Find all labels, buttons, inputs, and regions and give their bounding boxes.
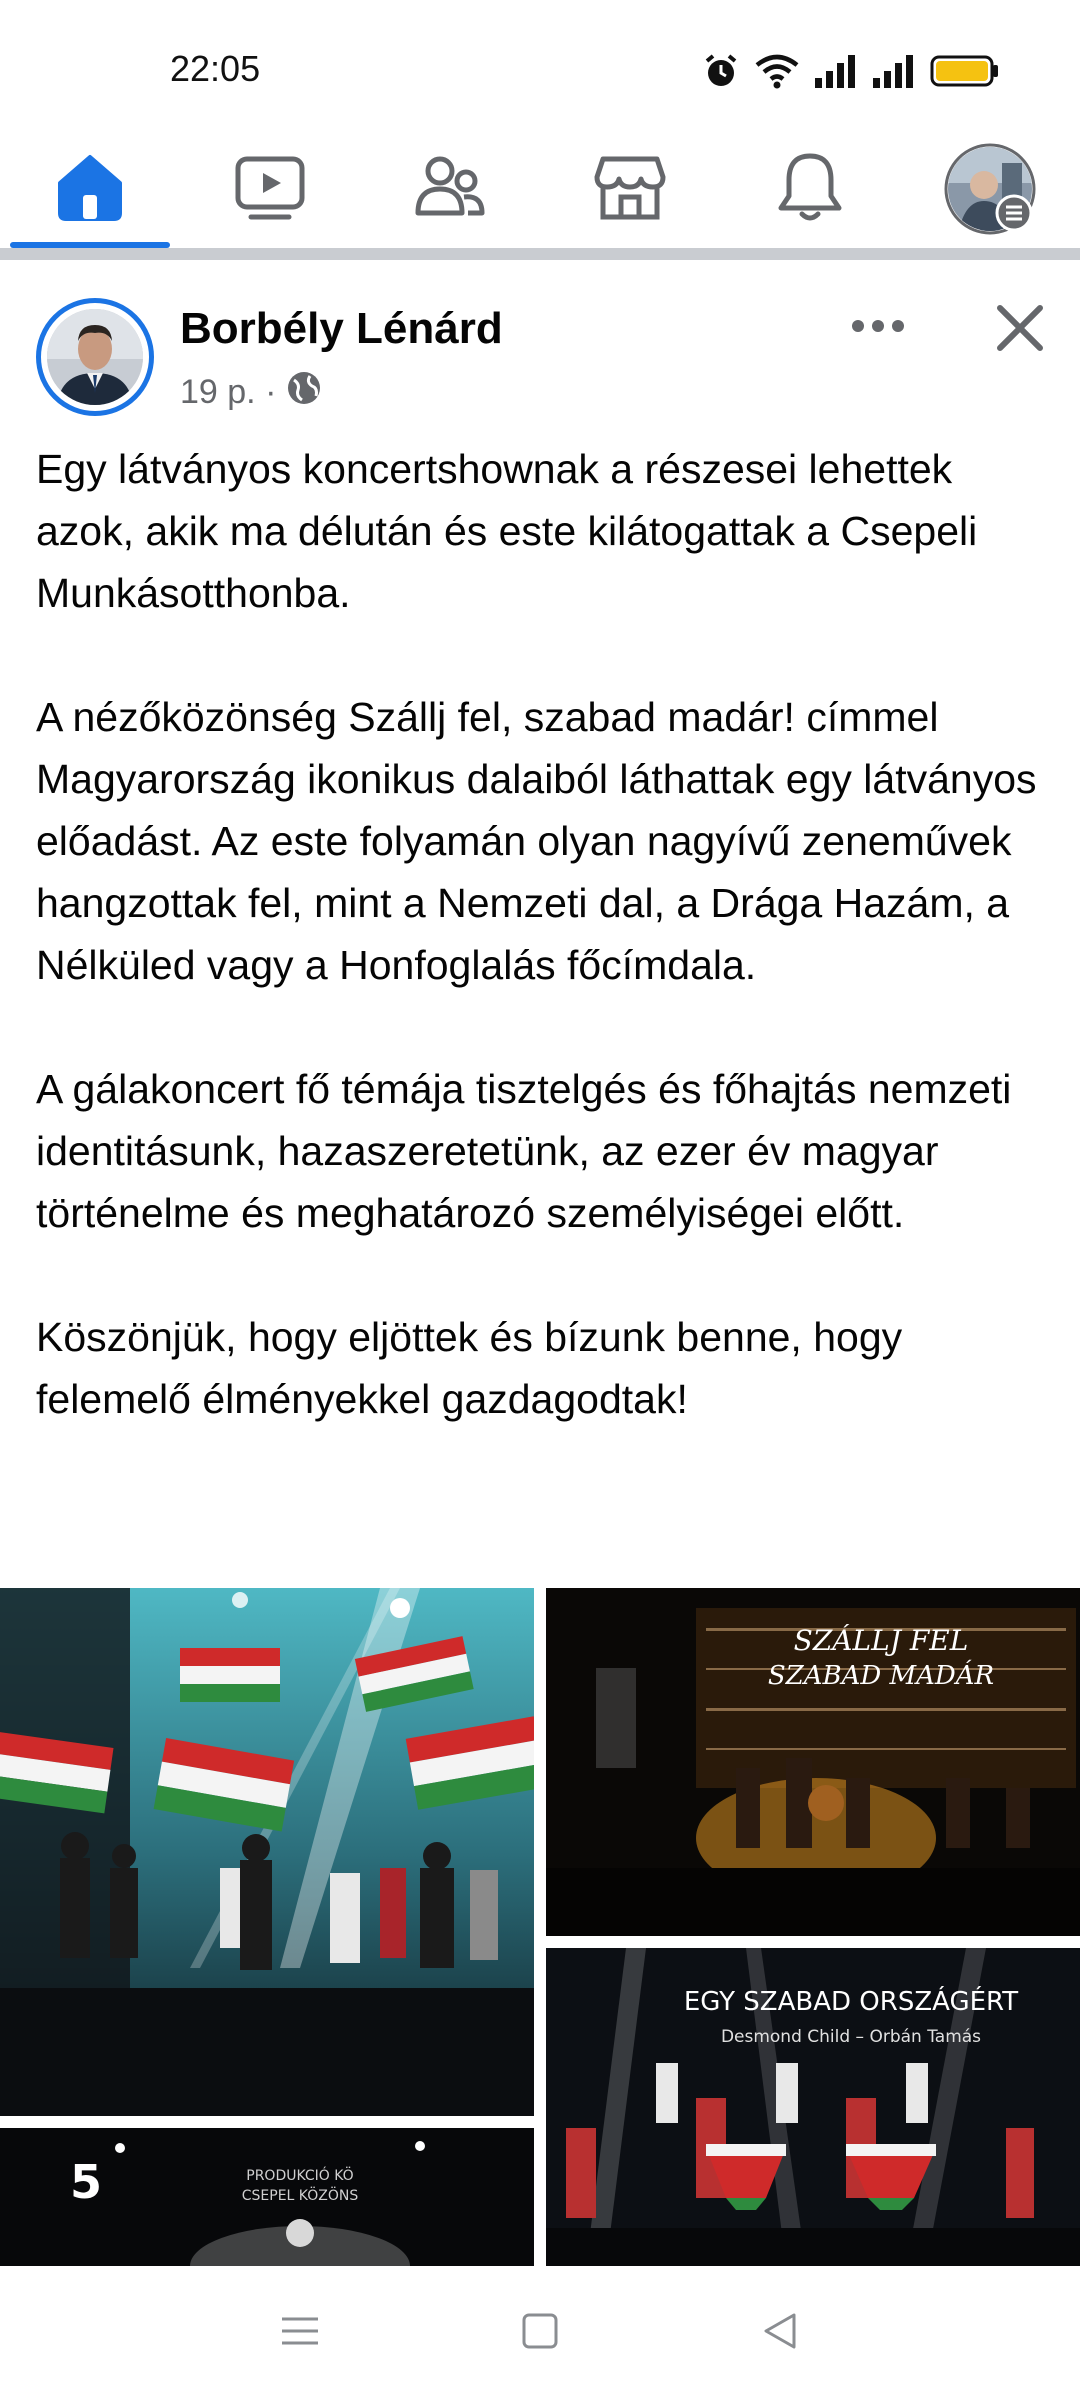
post-paragraph: A nézőközönség Szállj fel, szabad madár! címmel Magyarország ikonikus dalaiból láthattak egy látványos előadást. Az este folyamán olyan nagyívű zeneművek hangzottak fel, mint a Nemzeti dal, a Drága Hazám, a Nélküled vagy a Honfoglalás főcímdala. [36,694,1037,988]
tab-friends[interactable] [360,130,540,248]
photo2-caption-line2: SZABAD MADÁR [767,1661,995,1691]
home-icon [54,151,126,228]
battery-icon [930,54,1000,93]
friends-icon [412,151,488,228]
video-icon [233,151,307,228]
post-photo-4[interactable] [0,2128,534,2266]
author-name[interactable]: Borbély Lénárd [180,304,503,353]
signal-icon [872,54,916,93]
menu-lines-icon[interactable] [280,2311,320,2356]
nav-divider [0,248,1080,260]
signal-icon [814,54,858,93]
close-icon [994,302,1046,359]
post-photo-2[interactable] [546,1588,1080,1936]
post-paragraph: Köszönjük, hogy eljöttek és bízunk benne, hogy felemelő élményekkel gazdagodtak! [36,1314,903,1422]
globe-icon [286,370,322,415]
more-dots-icon [850,318,906,339]
tab-marketplace[interactable] [540,130,720,248]
profile-menu-icon [944,143,1036,235]
tab-menu[interactable] [900,130,1080,248]
photo3-subtitle: Desmond Child – Orbán Tamás [720,2027,982,2047]
post-photo-1[interactable] [0,1588,534,2116]
post-time[interactable]: 19 p. · [180,373,277,411]
bell-icon [775,150,845,229]
post-paragraph: A gálakoncert fő témája tisztelgés és főhajtás nemzeti identitásunk, hazaszeretetünk, az ezer év magyar történelme és meghatározó személyiségei előtt. [36,1066,1012,1236]
alarm-icon [702,52,740,95]
avatar [47,309,143,405]
more-options-button[interactable] [840,298,916,358]
post-text [36,438,1056,1430]
photo2-caption-line1: SZÁLLJ FEL [793,1624,969,1657]
status-bar [0,0,1080,130]
photo3-title: EGY SZABAD ORSZÁGÉRT [683,1987,1019,2017]
status-time: 22:05 [170,48,261,89]
post-photo-3[interactable] [546,1948,1080,2266]
photo4-text-line1: PRODUKCIÓ KÖ [246,2168,354,2184]
tab-notifications[interactable] [720,130,900,248]
post-paragraph: Egy látványos koncertshownak a részesei lehettek azok, akik ma délután és este kilátogattak a Csepeli Munkásotthonba. [36,446,978,616]
status-icons [702,52,1000,95]
tab-home[interactable] [0,130,180,248]
home-square-icon[interactable] [520,2311,560,2356]
wifi-icon [754,53,800,94]
back-triangle-icon[interactable] [760,2311,800,2356]
system-nav-bar [0,2266,1080,2400]
svg-text:5: 5 [70,2155,103,2209]
top-nav [0,130,1080,248]
post-header [0,290,1080,420]
tab-watch[interactable] [180,130,360,248]
marketplace-icon [593,151,667,228]
author-avatar[interactable] [36,298,154,416]
photo4-text-line2: CSEPEL KÖZÖNS [241,2188,359,2204]
hide-post-button[interactable] [980,290,1060,370]
post-meta [180,370,322,415]
